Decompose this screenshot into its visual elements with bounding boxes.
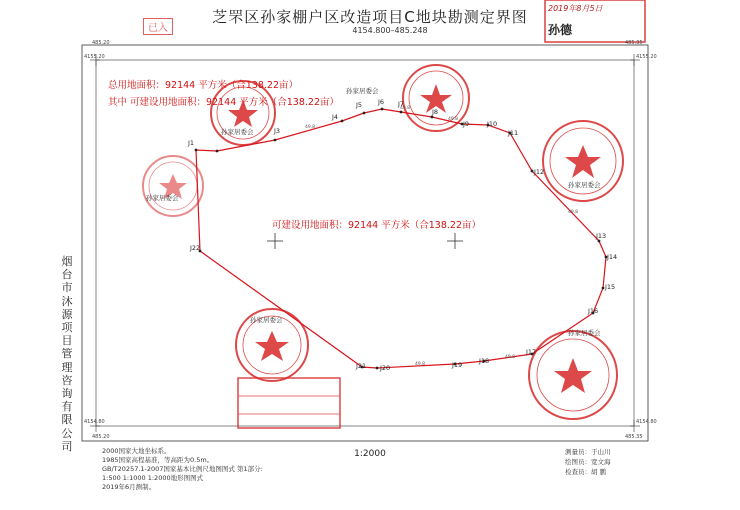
point-label-j19: J19 bbox=[452, 361, 463, 369]
stamp-seal-3 bbox=[143, 156, 203, 216]
note-line: 1:500 1:1000 1:2000地形图图式 bbox=[102, 474, 204, 482]
signature: 孙德 bbox=[548, 23, 573, 37]
point-label-j3: J3 bbox=[274, 127, 281, 135]
segment-label: 49.8 bbox=[415, 362, 426, 367]
point-label-j18: J18 bbox=[479, 357, 490, 365]
committee-label: 孙家居委会 bbox=[346, 87, 379, 95]
point-label-j8: J8 bbox=[432, 108, 439, 116]
point-label-j22: J22 bbox=[190, 244, 201, 252]
point-label-j4: J4 bbox=[332, 113, 339, 121]
segment-label: 49.8 bbox=[400, 106, 411, 111]
company-vertical-label: 烟台市沐源项目管理咨询有限公司 bbox=[61, 255, 73, 453]
note-line: 2019年6月测制。 bbox=[102, 483, 156, 491]
committee-label: 孙家居委会 bbox=[146, 194, 179, 202]
drafter: 绘图员：宽文海 bbox=[565, 458, 611, 466]
point-label-j5: J5 bbox=[356, 101, 363, 109]
point-label-j14: J14 bbox=[607, 253, 618, 261]
point-label-j20: J20 bbox=[380, 364, 391, 372]
map-scale: 1:2000 bbox=[354, 449, 386, 459]
note-line: 1985国家高程基准，等高距为0.5m。 bbox=[102, 456, 214, 464]
point-label-j15: J15 bbox=[605, 283, 616, 291]
stamp-seal-4 bbox=[543, 121, 623, 201]
staff-list bbox=[565, 447, 611, 477]
map-title: 芝罘区孙家棚户区改造项目C地块勘测定界图 bbox=[212, 8, 528, 26]
point-label-j1: J1 bbox=[188, 139, 195, 147]
note-line: 2000国家大地坐标系。 bbox=[102, 447, 171, 455]
segment-label: 49.8 bbox=[305, 125, 316, 130]
segment-label: 49.8 bbox=[568, 210, 579, 215]
point-label-j16: J16 bbox=[588, 307, 599, 315]
point-label-j6: J6 bbox=[378, 98, 385, 106]
point-label-j10: J10 bbox=[487, 120, 498, 128]
committee-label: 孙家居委会 bbox=[221, 128, 254, 136]
stamp-rect bbox=[238, 378, 340, 428]
surveyor: 测量员：于山川 bbox=[565, 448, 611, 456]
coord-bottom-right-y: 4154.80 bbox=[636, 419, 657, 425]
point-label-j17: J17 bbox=[526, 348, 537, 356]
point-label-j11: J11 bbox=[508, 129, 519, 137]
coord-bottom-left-x: 485.20 bbox=[92, 434, 110, 440]
map-notes bbox=[102, 447, 263, 492]
total-area-text: 总用地面积：92144 平方米（合138.22亩） bbox=[108, 80, 298, 91]
stamp-seal-6 bbox=[529, 331, 617, 419]
inner-frame bbox=[96, 60, 634, 426]
point-label-j9: J9 bbox=[463, 120, 470, 128]
handwritten-date: 2019年8月5日 bbox=[548, 4, 603, 13]
checker: 检查员：胡 鹏 bbox=[565, 468, 607, 476]
map-number: 4154.800–485.248 bbox=[352, 26, 428, 35]
point-label-j21: J21 bbox=[356, 362, 367, 370]
stamp-seal-1 bbox=[403, 65, 469, 131]
coord-top-left-y: 4155.20 bbox=[84, 54, 105, 60]
coord-top-left-x: 485.20 bbox=[92, 40, 110, 46]
point-label-j7: J7 bbox=[398, 100, 405, 108]
point-label-j12: J12 bbox=[534, 168, 545, 176]
committee-label: 孙家居委会 bbox=[250, 316, 283, 324]
coord-bottom-left-y: 4154.80 bbox=[84, 419, 105, 425]
coord-bottom-right-x: 485.35 bbox=[625, 434, 643, 440]
corner-ticks bbox=[90, 54, 640, 432]
segment-label: 49.8 bbox=[505, 355, 516, 360]
note-line: GB/T20257.1-2007国家基本比例尺地图图式 第1部分: bbox=[102, 465, 263, 473]
coord-top-right-y: 4155.20 bbox=[636, 54, 657, 60]
coord-top-right-x: 485.35 bbox=[625, 40, 643, 46]
segment-label: 49.8 bbox=[448, 117, 459, 122]
center-area-text: 可建设用地面积：92144 平方米（合138.22亩） bbox=[272, 220, 481, 231]
committee-label: 孙家居委会 bbox=[568, 181, 601, 189]
grid-crosses bbox=[267, 233, 463, 249]
received-stamp: 已入 bbox=[143, 18, 173, 35]
buildable-area-text: 其中 可建设用地面积：92144 平方米（合138.22亩） bbox=[108, 97, 340, 108]
committee-label: 孙家居委会 bbox=[568, 329, 601, 337]
point-label-j13: J13 bbox=[596, 232, 607, 240]
